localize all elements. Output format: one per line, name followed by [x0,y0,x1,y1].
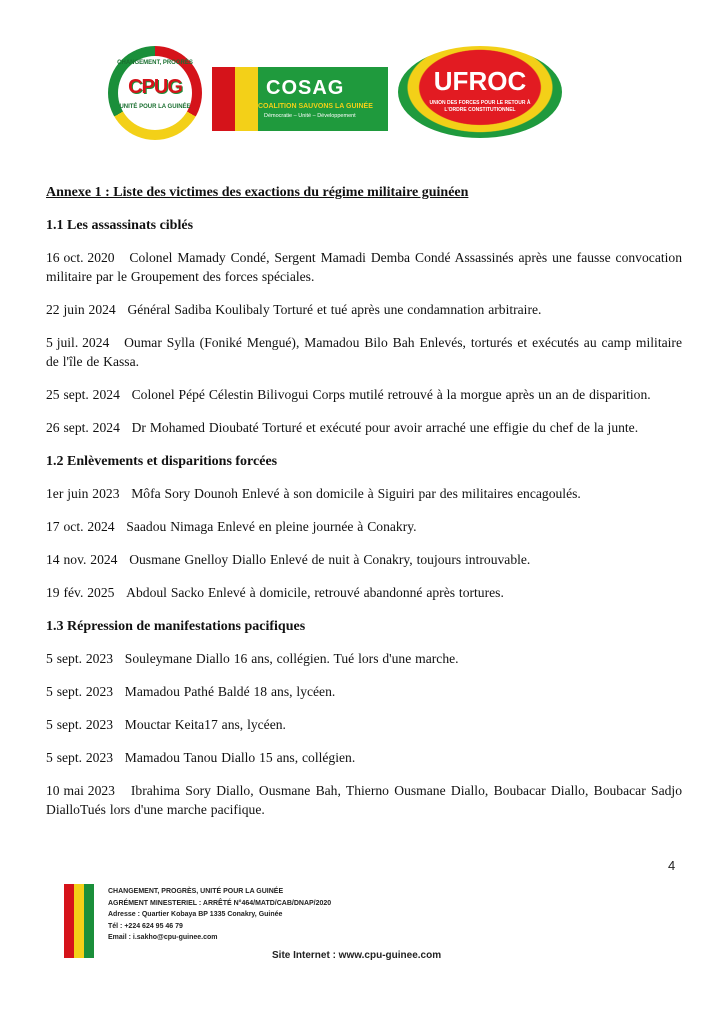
victim-entry [46,781,682,819]
victim-entry [46,300,682,319]
victim-entry [46,517,682,536]
footer-flag-icon [64,884,94,958]
entry-description: Môfa Sory Dounoh Enlevé à son domicile à Siguiri par des militaires encagoulés. [131,486,581,501]
entry-description: Général Sadiba Koulibaly Torturé et tué après une condamnation arbitraire. [127,302,542,317]
victim-entry [46,418,682,437]
entry-description: Abdoul Sacko Enlevé à domicile, retrouvé abandonné après tortures. [126,585,504,600]
victim-entry [46,333,682,371]
document-body [46,184,682,819]
ufroc-logo [398,46,562,138]
cosag-logo-motto: Démocratie – Unité – Développement [264,113,356,119]
entry-date: 16 oct. 2020 [46,250,115,265]
entry-description: Oumar Sylla (Foniké Mengué), Mamadou Bilo Bah Enlevés, torturés et exécutés au camp militaire de l'île de Kassa. [46,335,682,369]
victim-entry [46,484,682,503]
entry-date: 14 nov. 2024 [46,552,118,567]
footer-phone: Tél : +224 624 95 46 79 [108,922,183,930]
entry-date: 26 sept. 2024 [46,420,120,435]
entry-date: 17 oct. 2024 [46,519,115,534]
cosag-logo-subtitle: COALITION SAUVONS LA GUINÉE [258,103,373,110]
entry-date: 19 fév. 2025 [46,585,115,600]
entry-description: Saadou Nimaga Enlevé en pleine journée à Conakry. [126,519,417,534]
victim-entry [46,682,682,701]
cpug-logo [108,46,202,140]
section-title: 1.1 Les assassinats ciblés [46,218,194,233]
section-title: 1.3 Répression de manifestations pacifiques [46,619,306,634]
entry-description: Mamadou Tanou Diallo 15 ans, collégien. [124,750,356,765]
entry-description: Souleymane Diallo 16 ans, collégien. Tué lors d'une marche. [124,651,459,666]
sections-container [46,217,682,819]
footer-contact-block [108,886,468,944]
victim-entry [46,715,682,734]
footer-agreement: AGRÉMENT MINESTERIEL : ARRÊTÉ N°464/MATD/CAB/DNAP/2020 [108,899,332,907]
cpug-logo-mark: CPUG [128,76,182,98]
footer-org-name: CHANGEMENT, PROGRÈS, UNITÉ POUR LA GUINÉE [108,888,284,895]
entry-date: 5 sept. 2023 [46,651,114,666]
page-number: 4 [668,858,676,873]
entry-date: 22 juin 2024 [46,302,116,317]
footer-email: Email : i.sakho@cpu-guinee.com [108,934,218,941]
entry-description: Dr Mohamed Dioubaté Torturé et exécuté pour avoir arraché une effigie du chef de la junte. [131,420,639,435]
entry-date: 5 sept. 2023 [46,750,114,765]
cpug-logo-ring-top: CHANGEMENT, PROGRÈS [117,60,193,66]
cpug-logo-ring-bottom: UNITÉ POUR LA GUINÉE [119,104,191,110]
entry-description: Colonel Mamady Condé, Sergent Mamadi Demba Condé Assassinés après une fausse convocation militaire par le Groupement des forces spéciales. [46,250,682,284]
victim-entry [46,649,682,668]
entry-description: Ousmane Gnelloy Diallo Enlevé de nuit à Conakry, toujours introuvable. [129,552,531,567]
entry-description: Colonel Pépé Célestin Bilivogui Corps mutilé retrouvé à la morgue après un an de disparition. [131,387,651,402]
cosag-logo [212,67,388,131]
entry-description: Mamadou Pathé Baldé 18 ans, lycéen. [124,684,336,699]
victim-entry [46,385,682,404]
entry-description: Mouctar Keita17 ans, lycéen. [124,717,286,732]
cosag-logo-title: COSAG [266,77,345,99]
section-title: 1.2 Enlèvements et disparitions forcées [46,454,278,469]
annex-title: Annexe 1 : Liste des victimes des exactions du régime militaire guinéen [46,185,469,200]
victim-entry [46,583,682,602]
footer-address: Adresse : Quartier Kobaya BP 1335 Conakry, Guinée [108,911,283,918]
entry-date: 25 sept. 2024 [46,387,120,402]
entry-description: Ibrahima Sory Diallo, Ousmane Bah, Thierno Ousmane Diallo, Boubacar Diallo, Boubacar Sadjo DialloTués lors d'une marche pacifique. [46,783,683,817]
victim-entry [46,550,682,569]
victim-entry [46,748,682,767]
victim-entry [46,248,682,286]
entry-date: 5 sept. 2023 [46,717,114,732]
ufroc-logo-subtitle: UNION DES FORCES POUR LE RETOUR À L'ORDRE CONSTITUTIONNEL [429,100,531,113]
entry-date: 1er juin 2023 [46,486,120,501]
footer-website: Site Internet : www.cpu-guinee.com [272,950,442,961]
entry-date: 10 mai 2023 [46,783,115,798]
entry-date: 5 juil. 2024 [46,335,110,350]
entry-date: 5 sept. 2023 [46,684,114,699]
ufroc-logo-title: UFROC [433,66,527,96]
